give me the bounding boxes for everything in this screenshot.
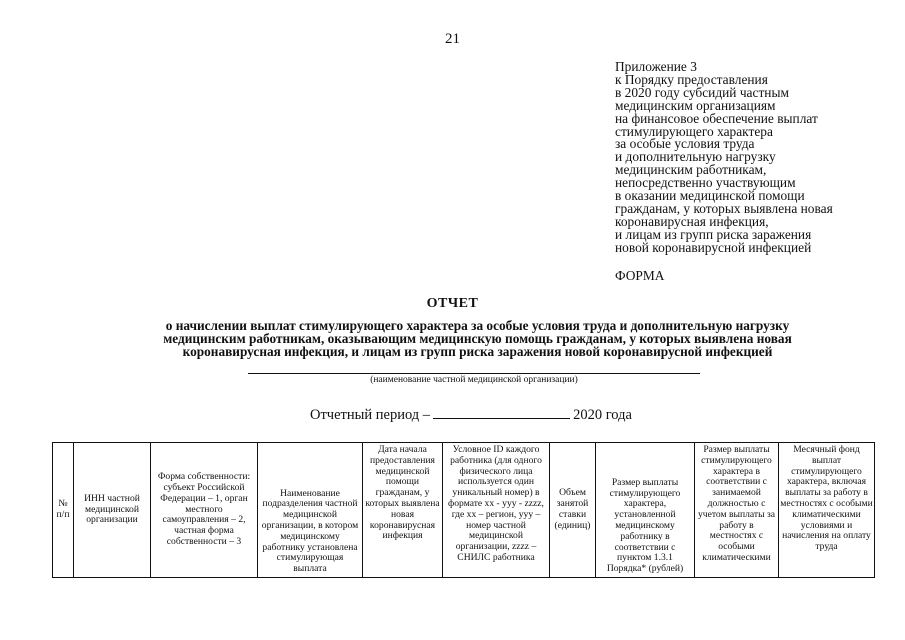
appendix-line: к Порядку предоставления <box>615 71 768 87</box>
page-number: 21 <box>445 31 460 47</box>
appendix-line: медицинским организациям <box>615 97 776 113</box>
report-subtitle-line: медицинским работникам, оказывающим медицинскую помощь гражданам, у которых выявлена новая <box>163 331 792 347</box>
table-header-cell: № п/п <box>53 443 74 578</box>
reporting-period-prefix: Отчетный период – <box>310 407 431 423</box>
appendix-line: гражданам, у которых выявлена новая <box>615 200 833 216</box>
table-header-cell: Объем занятой ставки (единиц) <box>550 443 596 578</box>
appendix-line: и лицам из групп риска заражения <box>615 226 812 242</box>
appendix-line: коронавирусная инфекция, <box>615 213 769 229</box>
table-header-cell: Условное ID каждого работника (для одного физического лица используется один уникальный номер) в формате хх - ууу - zzzz, где хх – регион, ууу – номер частной медицинской организации, zzzz – СНИЛС работника <box>443 443 550 578</box>
table-header-cell: Размер выплаты стимулирующего характера в соответствии с занимаемой должностью с учетом выплаты за работу в местностях с особыми климатическими <box>695 443 779 578</box>
report-subtitle-line: коронавирусная инфекция, и лицам из групп риска заражения новой коронавирусной инфекцией <box>182 344 773 360</box>
appendix-line: на финансовое обеспечение выплат <box>615 110 818 126</box>
table-header-cell: Форма собственности: субъект Российской Федерации – 1, орган местного самоуправления – 2, частная форма собственности – 3 <box>151 443 258 578</box>
appendix-line: за особые условия труда <box>615 136 755 152</box>
appendix-line: в 2020 году субсидий частным <box>615 84 789 100</box>
reporting-period-field[interactable] <box>433 406 570 419</box>
table-header-cell: Наименование подразделения частной медицинской организации, в котором медицинскому работнику установлена стимулирующая выплата <box>258 443 363 578</box>
table-header-row <box>53 443 875 578</box>
appendix-line: Приложение 3 <box>615 59 697 74</box>
appendix-line: и дополнительную нагрузку <box>615 149 776 165</box>
table-header-cell: Дата начала предоставления медицинской помощи гражданам, у которых выявлена новая коронавирусная инфекция <box>363 443 443 578</box>
appendix-line: медицинским работникам, <box>615 162 767 178</box>
organization-name-caption: (наименование частной медицинской организации) <box>370 375 578 385</box>
appendix-block <box>615 61 905 255</box>
reporting-period <box>310 406 632 424</box>
table-header-cell: Размер выплаты стимулирующего характера, установленной медицинскому работнику в соответствии с пунктом 1.3.1 Порядка* (рублей) <box>596 443 695 578</box>
organization-name-field[interactable] <box>248 373 700 374</box>
appendix-line: в оказании медицинской помощи <box>615 188 805 204</box>
reporting-period-suffix: 2020 года <box>573 407 632 423</box>
table-header-cell: Месячный фонд выплат стимулирующего характера, включая выплаты за работу в местностях с особыми климатическими условиями и начисления на оплату труда <box>779 443 875 578</box>
report-subtitle-line: о начислении выплат стимулирующего характера за особые условия труда и дополнительную нагрузку <box>165 318 790 333</box>
table-header-cell: ИНН частной медицинской организации <box>74 443 151 578</box>
report-table <box>52 442 875 578</box>
appendix-line: стимулирующего характера <box>615 123 773 139</box>
report-title: ОТЧЕТ <box>426 296 479 311</box>
appendix-line: новой коронавирусной инфекцией <box>615 239 812 255</box>
form-label: ФОРМА <box>615 268 665 283</box>
report-subtitle <box>60 319 895 359</box>
appendix-line: непосредственно участвующим <box>615 175 796 191</box>
